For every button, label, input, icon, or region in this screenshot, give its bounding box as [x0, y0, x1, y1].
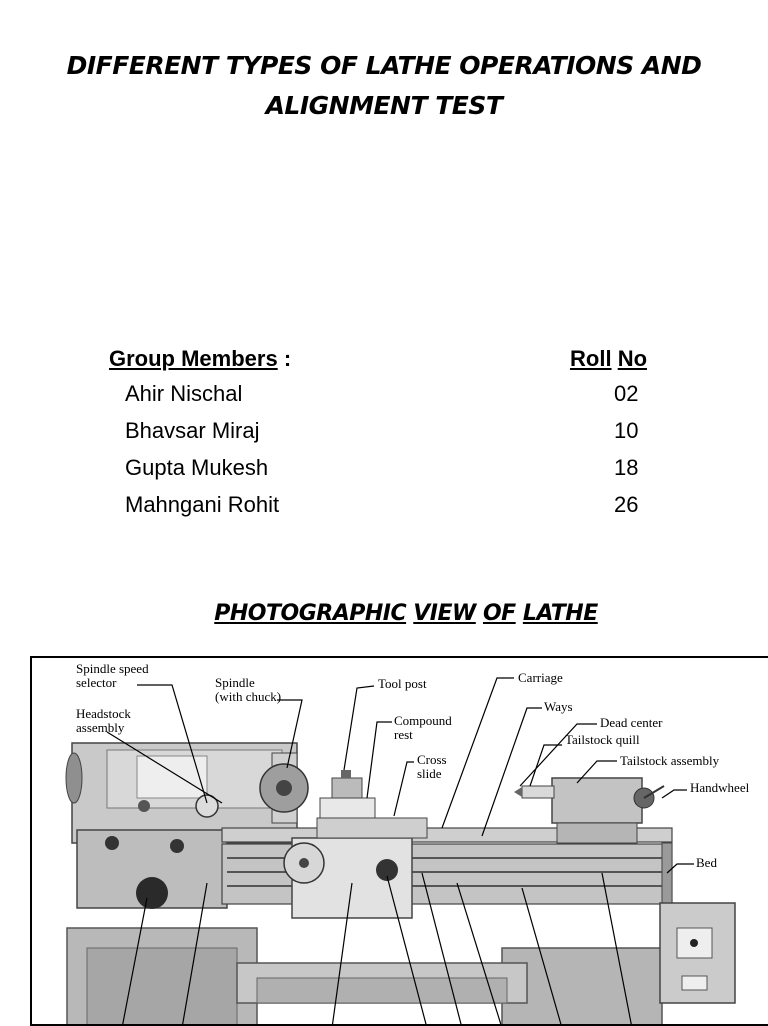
member-name: Bhavsar Miraj [125, 418, 260, 443]
label-bed: Bed [696, 855, 717, 870]
label-cross-slide-2: slide [417, 766, 442, 781]
member-row [0, 455, 768, 491]
lathe-illustration [32, 658, 768, 1026]
member-row [0, 492, 768, 528]
lathe-figure [30, 656, 768, 1026]
photo-title-word: PHOTOGRAPHIC [214, 601, 407, 626]
label-cross-slide: Cross [417, 752, 447, 767]
label-dead-center: Dead center [600, 715, 663, 730]
label-spindle-speed-selector-2: selector [76, 675, 117, 690]
member-row [0, 418, 768, 454]
label-spindle-2: (with chuck) [215, 689, 282, 704]
label-tailstock-quill: Tailstock quill [565, 732, 640, 747]
label-compound-rest-2: rest [394, 727, 413, 742]
roll-no-header [570, 346, 647, 372]
member-name: Mahngani Rohit [125, 492, 280, 517]
label-carriage: Carriage [518, 670, 563, 685]
roll-word: Roll [570, 346, 612, 371]
group-members-table [0, 340, 768, 530]
page-title [30, 46, 738, 126]
group-members-header [109, 346, 291, 372]
member-roll: 10 [614, 418, 639, 443]
photo-section-title [0, 601, 768, 626]
photo-title-word: VIEW [413, 601, 476, 626]
no-word: No [617, 346, 648, 371]
member-roll: 26 [614, 492, 639, 517]
label-spindle: Spindle [215, 675, 255, 690]
photo-title-word: OF [482, 601, 516, 626]
label-headstock-assembly: Headstock [76, 706, 131, 721]
label-compound-rest: Compound [394, 713, 452, 728]
member-roll: 18 [614, 455, 639, 480]
label-ways: Ways [544, 699, 573, 714]
photo-title-word: LATHE [522, 601, 598, 626]
label-headstock-assembly-2: assembly [76, 720, 125, 735]
group-members-label: Group Members [109, 346, 278, 371]
lathe-drawing [66, 743, 735, 1026]
title-line-2: ALIGNMENT TEST [265, 91, 503, 120]
member-name: Ahir Nischal [125, 381, 243, 406]
member-roll: 02 [614, 381, 639, 406]
label-tailstock-assembly: Tailstock assembly [620, 753, 720, 768]
label-tool-post: Tool post [378, 676, 427, 691]
label-handwheel: Handwheel [690, 780, 750, 795]
group-members-colon: : [277, 346, 292, 371]
label-spindle-speed-selector: Spindle speed [76, 661, 149, 676]
title-line-1: DIFFERENT TYPES OF LATHE OPERATIONS AND [66, 51, 702, 80]
member-name: Gupta Mukesh [125, 455, 269, 480]
member-row [0, 381, 768, 417]
